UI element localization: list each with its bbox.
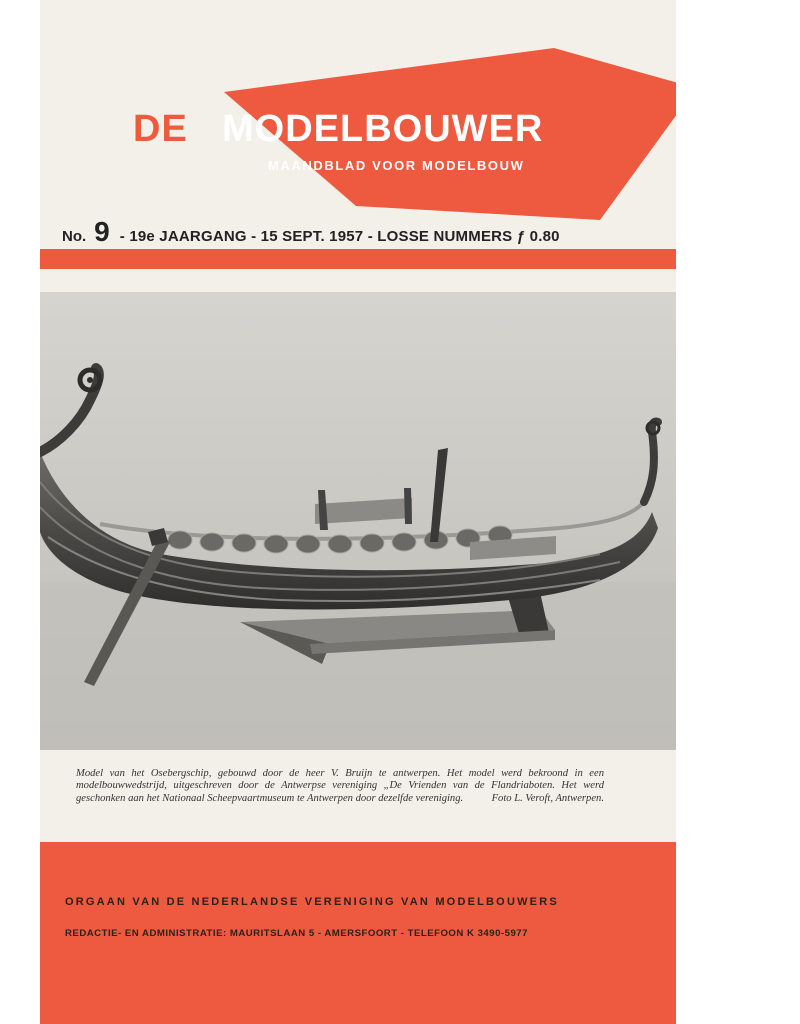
publisher-address: REDACTIE- EN ADMINISTRATIE: MAURITSLAAN 5 - AMERSFOORT - TELEFOON K 3490-5977 bbox=[65, 928, 528, 939]
top-rule-band bbox=[40, 249, 676, 269]
footer-band bbox=[40, 842, 676, 1024]
issue-number-label: No. bbox=[62, 228, 87, 245]
issue-number: 9 bbox=[94, 216, 110, 247]
title-de: DE bbox=[133, 108, 188, 150]
photo-credit: Foto L. Veroft, Antwerpen. bbox=[491, 792, 604, 804]
caption-text: Model van het Osebergschip, gebouwd door de heer V. Bruijn te antwerpen. Het model werd bekroond in een modelbouwwedstrijd, uitgeschreven door de Antwerpse vereniging „De Vrienden van de Flandriaboten. Het werd geschonken aan het Nationaal Scheepvaartmuseum te Antwerpen door dezelfde vereniging. bbox=[76, 768, 604, 804]
issue-details: - 19e JAARGANG - 15 SEPT. 1957 - LOSSE NUMMERS ƒ 0.80 bbox=[119, 228, 560, 245]
magazine-title: MODELBOUWER bbox=[222, 108, 544, 150]
cover-photo bbox=[40, 292, 676, 750]
magazine-subtitle: MAANDBLAD VOOR MODELBOUW bbox=[268, 158, 525, 173]
issue-line bbox=[62, 216, 560, 248]
photo-caption bbox=[76, 768, 604, 805]
magazine-cover bbox=[40, 0, 676, 1024]
publisher-organization: ORGAAN VAN DE NEDERLANDSE VERENIGING VAN MODELBOUWERS bbox=[65, 896, 559, 908]
